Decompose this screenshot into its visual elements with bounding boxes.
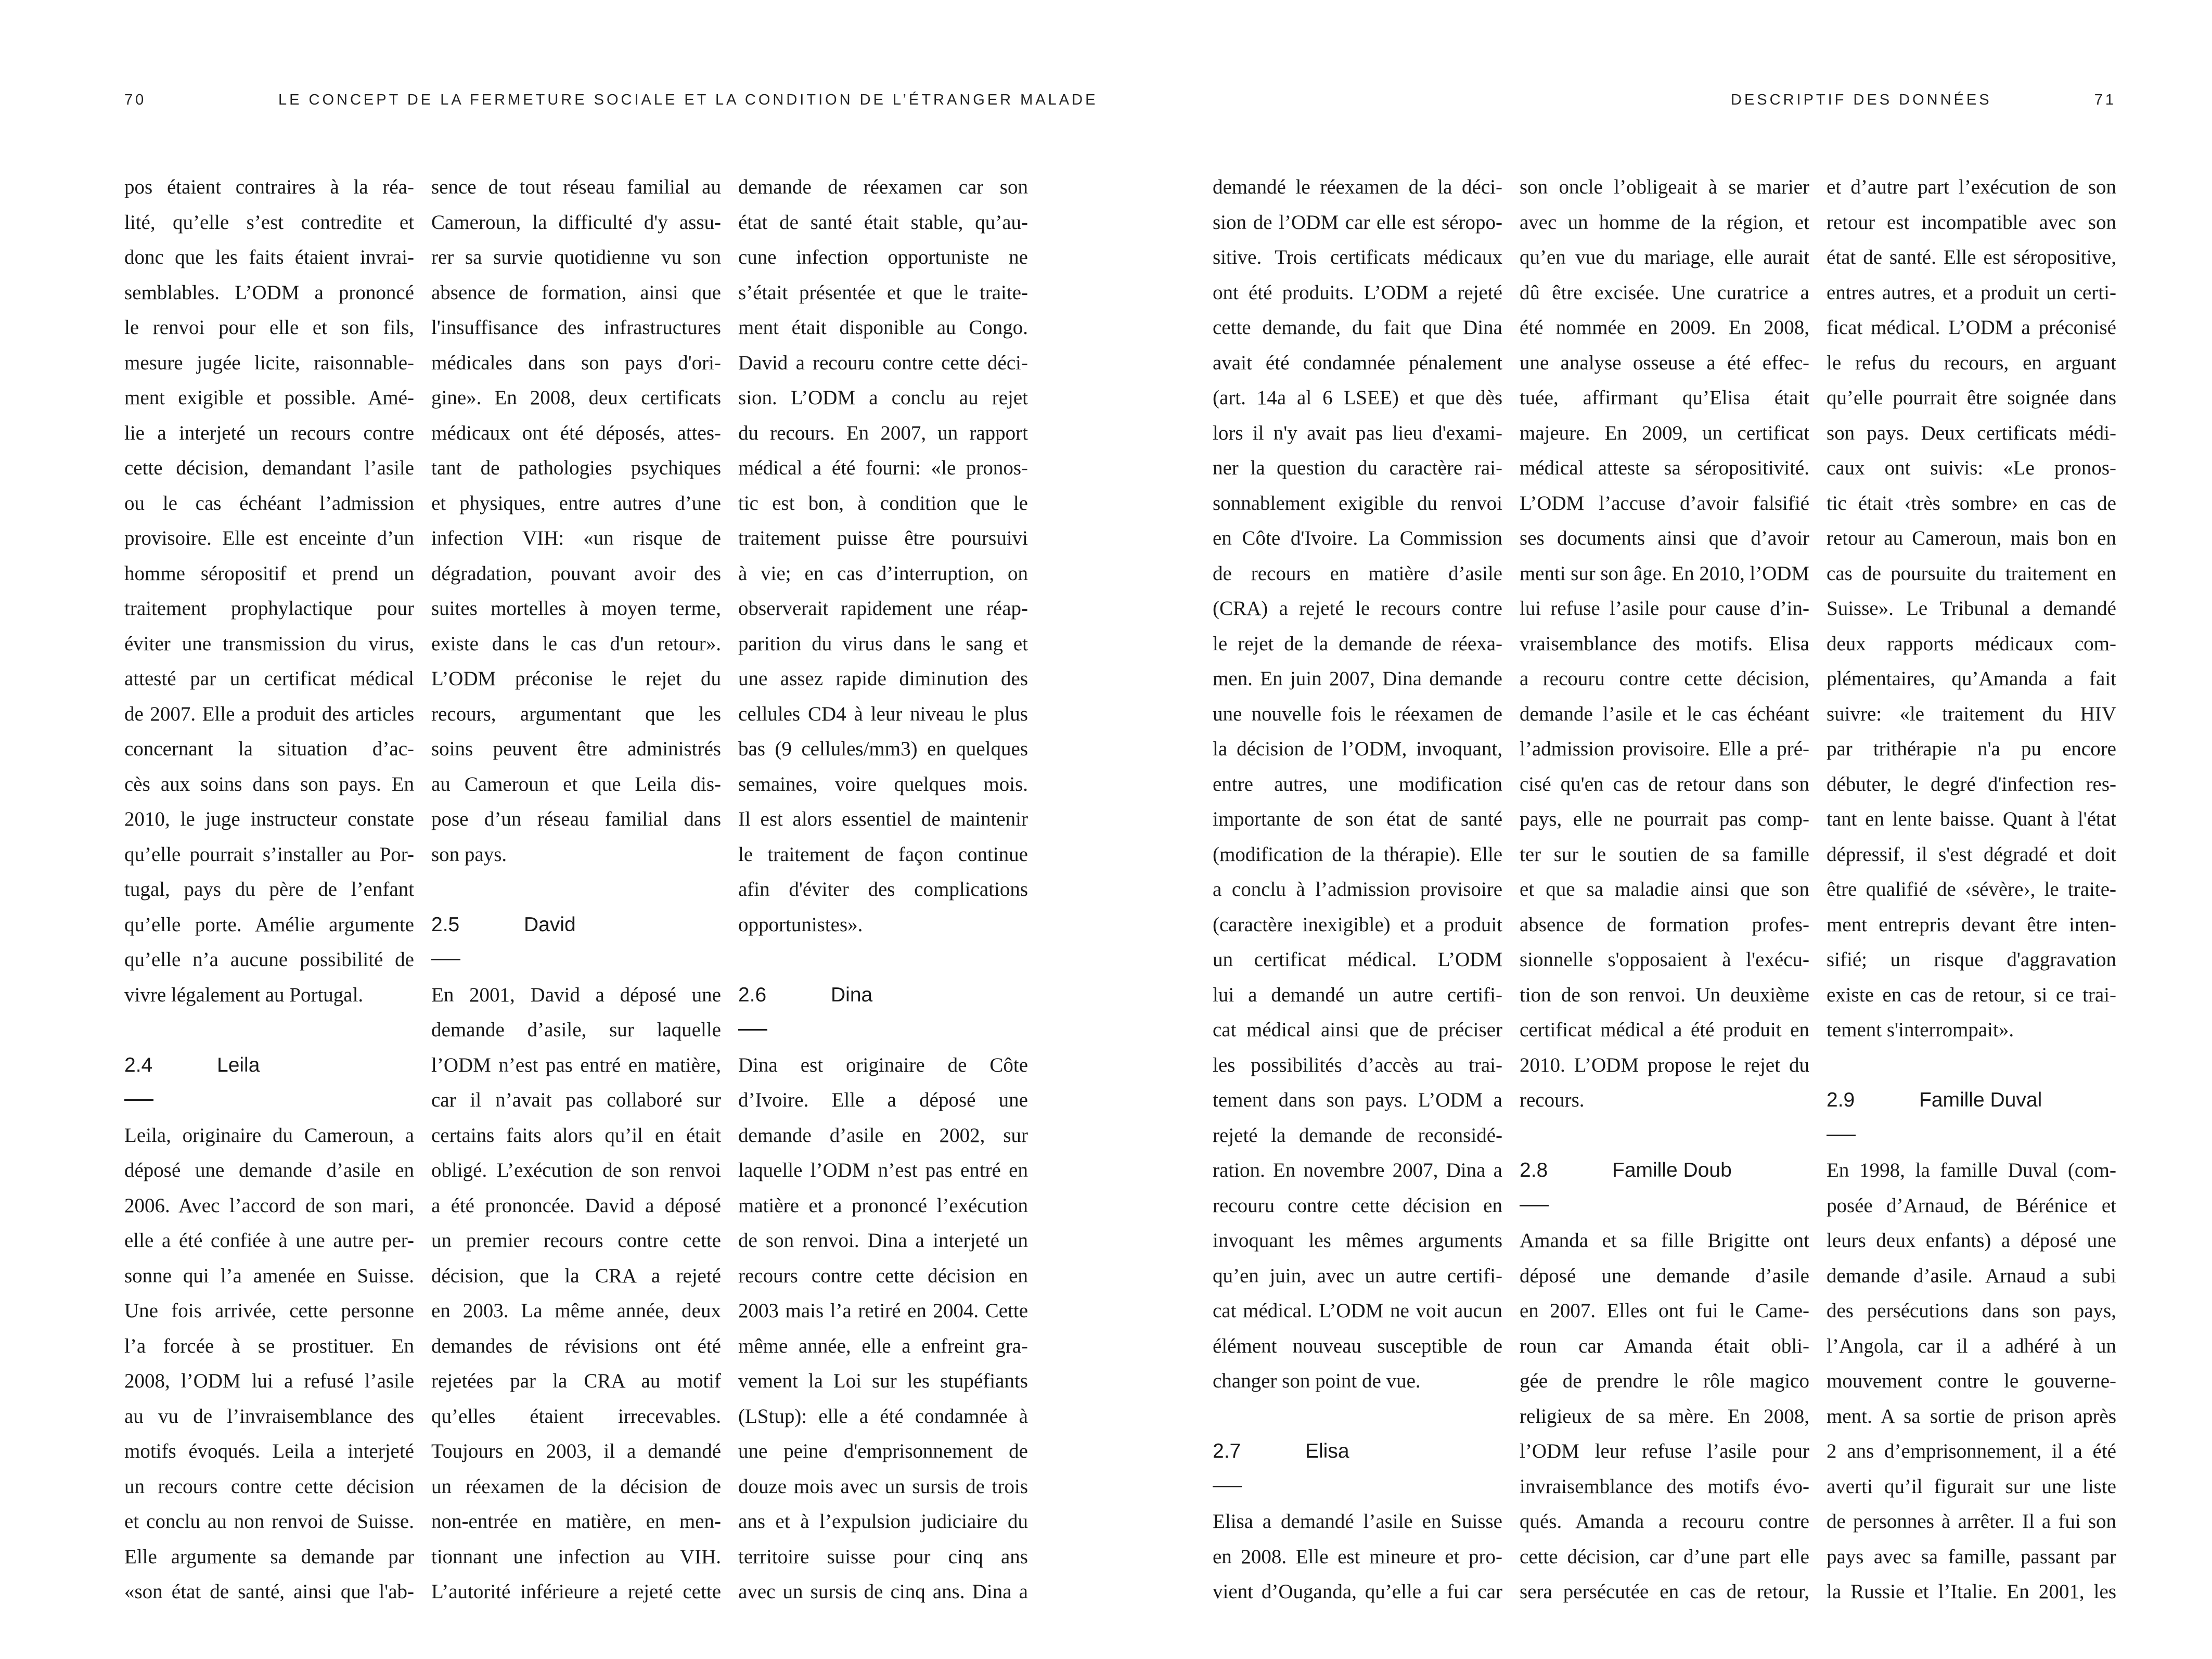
text-line: en 2008. Elle est mineure et pro- xyxy=(1213,1545,1502,1568)
paragraph xyxy=(1520,170,1809,1118)
text-line: tement s'interrompait». xyxy=(1827,1019,2014,1041)
section-title: Elisa xyxy=(1305,1440,1349,1462)
text-line: existe en cas de retour, si ce trai- xyxy=(1827,983,2116,1006)
text-line: qu’elle porte. Amélie argumente xyxy=(124,913,414,936)
text-line: posée d’Arnaud, de Bérénice et xyxy=(1827,1194,2116,1217)
text-line: mesure jugée licite, raisonnable- xyxy=(124,351,414,374)
rule-line xyxy=(124,1099,153,1101)
rule-line xyxy=(1213,1486,1242,1487)
text-line: 2003 mais l’a retiré en 2004. Cette xyxy=(738,1300,1028,1322)
text-line: motifs évoqués. Leila a interjeté xyxy=(124,1440,414,1462)
text-line: vement la Loi sur les stupéfiants xyxy=(738,1370,1028,1392)
text-line: concernant la situation d’ac- xyxy=(124,738,414,760)
text-line: sionnelle s'opposaient à l'exécu- xyxy=(1520,948,1809,971)
paragraph xyxy=(431,170,721,872)
left-page-number: 70 xyxy=(124,92,147,108)
text-line: sion. L’ODM a conclu au rejet xyxy=(738,387,1028,409)
text-line: a été prononcée. David a déposé xyxy=(431,1194,721,1217)
text-line: Suisse». Le Tribunal a demandé xyxy=(1827,597,2116,620)
rule-line xyxy=(1827,1135,1856,1136)
text-line: le renvoi pour elle et son fils, xyxy=(124,316,414,339)
text-line: l'insuffisance des infrastructures xyxy=(431,316,721,339)
text-line: semaines, voire quelques mois. xyxy=(738,773,1028,795)
text-line: traitement puisse être poursuivi xyxy=(738,527,1028,549)
text-line: observerait rapidement une réap- xyxy=(738,597,1028,620)
text-line: 2006. Avec l’accord de son mari, xyxy=(124,1194,414,1217)
text-line: donc que les faits étaient invrai- xyxy=(124,246,414,268)
text-line: ment entrepris devant être inten- xyxy=(1827,913,2116,936)
text-line: déposé une demande d’asile xyxy=(1520,1264,1809,1287)
text-line: ment était disponible au Congo. xyxy=(738,316,1028,339)
text-line: les possibilités d’accès au trai- xyxy=(1213,1053,1502,1076)
text-line: retour au Cameroun, mais bon en xyxy=(1827,527,2116,549)
text-line: et conclu au non renvoi de Suisse. xyxy=(124,1510,414,1533)
text-line: ner la question du caractère rai- xyxy=(1213,457,1502,479)
text-line: la décision de l’ODM, invoquant, xyxy=(1213,738,1502,760)
text-line: changer son point de vue. xyxy=(1213,1370,1421,1392)
paragraph xyxy=(1213,1504,1502,1610)
text-line: au vu de l’invraisemblance des xyxy=(124,1405,414,1427)
text-line: s’était présentée et que le traite- xyxy=(738,281,1028,304)
paragraph-gap xyxy=(1213,1399,1502,1434)
section-number: 2.6 xyxy=(738,983,767,1006)
text-line: existe dans le cas d'un retour». xyxy=(431,632,721,655)
text-line: tant en lente baisse. Quant à l'état xyxy=(1827,808,2116,830)
text-line: demandé le réexamen de la déci- xyxy=(1213,176,1502,198)
text-line: dû être excisée. Une curatrice a xyxy=(1520,281,1809,304)
text-line: qu’en vue du mariage, elle aurait xyxy=(1520,246,1809,268)
paragraph xyxy=(738,1048,1028,1610)
section-number: 2.5 xyxy=(431,913,460,936)
text-line: l’a forcée à se prostituer. En xyxy=(124,1334,414,1357)
section-heading xyxy=(124,1048,414,1083)
text-line: obligé. L’exécution de son renvoi xyxy=(431,1159,721,1181)
text-line: décision, que la CRA a rejeté xyxy=(431,1264,721,1287)
text-line: laquelle l’ODM n’est pas entré en xyxy=(738,1159,1028,1181)
text-line: elle a été confiée à une autre per- xyxy=(124,1229,414,1252)
text-line: (CRA) a rejeté le recours contre xyxy=(1213,597,1502,620)
section-rule xyxy=(1520,1188,1809,1224)
text-line: un premier recours contre cette xyxy=(431,1229,721,1252)
text-line: lie a interjeté un recours contre xyxy=(124,421,414,444)
text-line: cat médical ainsi que de préciser xyxy=(1213,1019,1502,1041)
text-line: ans et à l’expulsion judiciaire du xyxy=(738,1510,1028,1533)
text-line: Il est alors essentiel de maintenir xyxy=(738,808,1028,830)
text-column-6 xyxy=(1827,170,2116,1610)
text-line: son oncle l’obligeait à se marier xyxy=(1520,176,1809,198)
text-column-3 xyxy=(738,170,1028,1610)
text-line: entre autres, une modification xyxy=(1213,773,1502,795)
text-line: ment exigible et possible. Amé- xyxy=(124,387,414,409)
paragraph xyxy=(431,978,721,1610)
text-column-1 xyxy=(124,170,414,1610)
text-line: roun car Amanda était obli- xyxy=(1520,1334,1809,1357)
text-line: demandes de révisions ont été xyxy=(431,1334,721,1357)
text-line: 2010. L’ODM propose le rejet du xyxy=(1520,1053,1809,1076)
text-line: une nouvelle fois le réexamen de xyxy=(1213,702,1502,725)
text-line: leurs deux enfants) a déposé une xyxy=(1827,1229,2116,1252)
text-line: L’ODM préconise le rejet du xyxy=(431,667,721,690)
text-line: l’Angola, car il a adhéré à un xyxy=(1827,1334,2116,1357)
text-line: de son renvoi. Dina a interjeté un xyxy=(738,1229,1028,1252)
text-line: demande de réexamen car son xyxy=(738,176,1028,198)
text-line: tion de son renvoi. Un deuxième xyxy=(1520,983,1809,1006)
text-line: Amanda et sa fille Brigitte ont xyxy=(1520,1229,1809,1252)
section-title: Famille Doub xyxy=(1612,1159,1732,1181)
text-line: vivre légalement au Portugal. xyxy=(124,983,364,1006)
text-line: médicaux ont été déposés, attes- xyxy=(431,421,721,444)
text-line: traitement prophylactique pour xyxy=(124,597,414,620)
text-line: un recours contre cette décision xyxy=(124,1475,414,1498)
text-line: d’Ivoire. Elle a déposé une xyxy=(738,1089,1028,1111)
paragraph xyxy=(1520,1223,1809,1610)
text-line: de recours en matière d’asile xyxy=(1213,562,1502,585)
text-line: éviter une transmission du virus, xyxy=(124,632,414,655)
text-line: absence de formation profes- xyxy=(1520,913,1809,936)
text-line: sera persécutée en cas de retour, xyxy=(1520,1580,1809,1603)
section-heading xyxy=(1520,1153,1809,1188)
text-line: absence de formation, ainsi que xyxy=(431,281,721,304)
text-line: parition du virus dans le sang et xyxy=(738,632,1028,655)
text-line: importante de son état de santé xyxy=(1213,808,1502,830)
text-line: sonne qui l’a amenée en Suisse. xyxy=(124,1264,414,1287)
text-line: tic était ‹très sombre› en cas de xyxy=(1827,492,2116,515)
text-line: état de santé. Elle est séropositive, xyxy=(1827,246,2116,268)
text-line: L’ODM l’accuse d’avoir falsifié xyxy=(1520,492,1809,515)
text-line: attesté par un certificat médical xyxy=(124,667,414,690)
text-line: Cameroun, la difficulté d'y assu- xyxy=(431,211,721,234)
text-line: «son état de santé, ainsi que l'ab- xyxy=(124,1580,414,1603)
text-line: qu’elles étaient irrecevables. xyxy=(431,1405,721,1427)
text-line: cellules CD4 à leur niveau le plus xyxy=(738,702,1028,725)
text-line: majeure. En 2009, un certificat xyxy=(1520,421,1809,444)
text-line: médicales dans son pays d'ori- xyxy=(431,351,721,374)
text-line: gine». En 2008, deux certificats xyxy=(431,387,721,409)
text-line: car il n’avait pas collaboré sur xyxy=(431,1089,721,1111)
text-line: ses documents ainsi que d’avoir xyxy=(1520,527,1809,549)
text-line: Elisa a demandé l’asile en Suisse xyxy=(1213,1510,1502,1533)
text-line: recours, argumentant que les xyxy=(431,702,721,725)
text-line: homme séropositif et prend un xyxy=(124,562,414,585)
text-line: l’admission provisoire. Elle a pré- xyxy=(1520,738,1809,760)
text-line: semblables. L’ODM a prononcé xyxy=(124,281,414,304)
text-line: pays avec sa famille, passant par xyxy=(1827,1545,2116,1568)
text-line: tugal, pays du père de l’enfant xyxy=(124,878,414,901)
text-line: (caractère inexigible) et a produit xyxy=(1213,913,1502,936)
text-line: l’ODM leur refuse l’asile pour xyxy=(1520,1440,1809,1462)
text-line: avec un sursis de cinq ans. Dina a xyxy=(738,1580,1028,1603)
text-line: afin d'éviter des complications xyxy=(738,878,1028,901)
text-line: le rejet de la demande de réexa- xyxy=(1213,632,1502,655)
text-line: un réexamen de la décision de xyxy=(431,1475,721,1498)
text-line: cas de poursuite du traitement en xyxy=(1827,562,2116,585)
text-line: ration. En novembre 2007, Dina a xyxy=(1213,1159,1502,1181)
paragraph xyxy=(1827,1153,2116,1610)
text-line: en Côte d'Ivoire. La Commission xyxy=(1213,527,1502,549)
text-line: vient d’Ouganda, qu’elle a fui car xyxy=(1213,1580,1502,1603)
text-line: tement dans son pays. L’ODM a xyxy=(1213,1089,1502,1111)
section-rule xyxy=(431,942,721,978)
text-line: invoquant les mêmes arguments xyxy=(1213,1229,1502,1252)
text-line: pays, elle ne pourrait pas comp- xyxy=(1520,808,1809,830)
text-line: tant de pathologies psychiques xyxy=(431,457,721,479)
text-line: matière et a prononcé l’exécution xyxy=(738,1194,1028,1217)
text-line: en 2007. Elles ont fui le Came- xyxy=(1520,1300,1809,1322)
text-line: demande d’asile, sur laquelle xyxy=(431,1019,721,1041)
text-line: a recouru contre cette décision, xyxy=(1520,667,1809,690)
text-line: sitive. Trois certificats médicaux xyxy=(1213,246,1502,268)
text-line: retour est incompatible avec son xyxy=(1827,211,2116,234)
text-line: lui refuse l’asile pour cause d’in- xyxy=(1520,597,1809,620)
text-line: été nommée en 2009. En 2008, xyxy=(1520,316,1809,339)
text-line: élément nouveau susceptible de xyxy=(1213,1334,1502,1357)
text-line: en 2003. La même année, deux xyxy=(431,1300,721,1322)
text-column-2 xyxy=(431,170,721,1610)
text-line: dégradation, pouvant avoir des xyxy=(431,562,721,585)
text-line: suites mortelles à moyen terme, xyxy=(431,597,721,620)
text-line: Leila, originaire du Cameroun, a xyxy=(124,1124,414,1147)
paragraph xyxy=(124,1118,414,1610)
text-line: menti sur son âge. En 2010, l’ODM xyxy=(1520,562,1809,585)
text-line: à vie; en cas d’interruption, on xyxy=(738,562,1028,585)
text-line: En 1998, la famille Duval (com- xyxy=(1827,1159,2116,1181)
text-line: ont été produits. L’ODM a rejeté xyxy=(1213,281,1502,304)
text-line: la Russie et l’Italie. En 2001, les xyxy=(1827,1580,2116,1603)
text-line: de personnes à arrêter. Il a fui son xyxy=(1827,1510,2116,1533)
section-number: 2.8 xyxy=(1520,1159,1548,1181)
text-line: tionnant une infection au VIH. xyxy=(431,1545,721,1568)
text-line: être qualifié de ‹sévère›, le traite- xyxy=(1827,878,2116,901)
text-line: Elle argumente sa demande par xyxy=(124,1545,414,1568)
text-line: cat médical. L’ODM ne voit aucun xyxy=(1213,1300,1502,1322)
paragraph-gap xyxy=(1520,1118,1809,1153)
text-line: tic est bon, à condition que le xyxy=(738,492,1028,515)
paragraph-gap xyxy=(738,942,1028,978)
text-line: cès aux soins dans son pays. En xyxy=(124,773,414,795)
text-line: tuée, affirmant qu’Elisa était xyxy=(1520,387,1809,409)
section-number: 2.9 xyxy=(1827,1089,1855,1111)
section-rule xyxy=(1213,1469,1502,1504)
text-line: le traitement de façon continue xyxy=(738,843,1028,866)
section-title: Dina xyxy=(831,983,873,1006)
left-running-title: LE CONCEPT DE LA FERMETURE SOCIALE ET LA CONDITION DE L’ÉTRANGER MALADE xyxy=(278,92,1098,108)
text-line: du recours. En 2007, un rapport xyxy=(738,421,1028,444)
text-line: (modification de la thérapie). Elle xyxy=(1213,843,1502,866)
text-line: qu’elle pourrait s’installer au Por- xyxy=(124,843,414,866)
text-line: sence de tout réseau familial au xyxy=(431,176,721,198)
text-line: rer sa survie quotidienne vu son xyxy=(431,246,721,268)
text-line: son pays. xyxy=(431,843,507,866)
text-line: débuter, le degré d'infection res- xyxy=(1827,773,2116,795)
paragraph xyxy=(124,170,414,1012)
text-line: infection VIH: «un risque de xyxy=(431,527,721,549)
rule-line xyxy=(1520,1205,1549,1206)
paragraph xyxy=(1827,170,2116,1048)
text-line: état de santé était stable, qu’au- xyxy=(738,211,1028,234)
text-line: (LStup): elle a été condamnée à xyxy=(738,1405,1028,1427)
text-line: et physiques, entre autres d’une xyxy=(431,492,721,515)
text-line: lui a demandé un autre certifi- xyxy=(1213,983,1502,1006)
text-line: L’autorité inférieure a rejeté cette xyxy=(431,1580,721,1603)
paragraph-gap xyxy=(431,872,721,907)
text-line: recours. xyxy=(1520,1089,1585,1111)
text-line: même année, elle a enfreint gra- xyxy=(738,1334,1028,1357)
text-line: une analyse osseuse a été effec- xyxy=(1520,351,1809,374)
text-line: demande l’asile et le cas échéant xyxy=(1520,702,1809,725)
section-rule xyxy=(738,1012,1028,1048)
section-rule xyxy=(1827,1118,2116,1153)
section-title: Famille Duval xyxy=(1919,1089,2042,1111)
right-running-title: DESCRIPTIF DES DONNÉES xyxy=(1731,92,1992,108)
text-line: vraisemblance des motifs. Elisa xyxy=(1520,632,1809,655)
text-line: demande d’asile en 2002, sur xyxy=(738,1124,1028,1147)
text-line: des persécutions dans son pays, xyxy=(1827,1300,2116,1322)
text-line: non-entrée en matière, en men- xyxy=(431,1510,721,1533)
text-line: certains faits alors qu’il en était xyxy=(431,1124,721,1147)
section-number: 2.4 xyxy=(124,1053,153,1076)
text-line: cette décision, demandant l’asile xyxy=(124,457,414,479)
text-line: bas (9 cellules/mm3) en quelques xyxy=(738,738,1028,760)
text-line: et que sa maladie ainsi que son xyxy=(1520,878,1809,901)
text-line: 2008, l’ODM lui a refusé l’asile xyxy=(124,1370,414,1392)
text-line: pose d’un réseau familial dans xyxy=(431,808,721,830)
paragraph xyxy=(738,170,1028,942)
section-title: Leila xyxy=(217,1053,260,1076)
text-line: Toujours en 2003, il a demandé xyxy=(431,1440,721,1462)
text-line: l’ODM n’est pas entré en matière, xyxy=(431,1053,721,1076)
text-column-4 xyxy=(1213,170,1502,1610)
text-line: sion de l’ODM car elle est séropo- xyxy=(1213,211,1502,234)
text-line: ment. A sa sortie de prison après xyxy=(1827,1405,2116,1427)
text-line: douze mois avec un sursis de trois xyxy=(738,1475,1028,1498)
text-line: ou le cas échéant l’admission xyxy=(124,492,414,515)
text-line: médical a été fourni: «le pronos- xyxy=(738,457,1028,479)
text-line: de 2007. Elle a produit des articles xyxy=(124,702,414,725)
text-line: men. En juin 2007, Dina demande xyxy=(1213,667,1502,690)
text-line: rejeté la demande de reconsidé- xyxy=(1213,1124,1502,1147)
text-line: qués. Amanda a recouru contre xyxy=(1520,1510,1809,1533)
text-line: lors il n'y avait pas lieu d'exami- xyxy=(1213,421,1502,444)
text-line: par trithérapie n'a pu encore xyxy=(1827,738,2116,760)
paragraph-gap xyxy=(1827,1048,2116,1083)
section-title: David xyxy=(524,913,576,936)
text-line: suivre: «le traitement du HIV xyxy=(1827,702,2116,725)
text-line: cette décision, car d’une part elle xyxy=(1520,1545,1809,1568)
text-line: sonnablement exigible du renvoi xyxy=(1213,492,1502,515)
text-line: qu’en juin, avec un autre certifi- xyxy=(1213,1264,1502,1287)
text-line: deux rapports médicaux com- xyxy=(1827,632,2116,655)
text-line: David a recouru contre cette déci- xyxy=(738,351,1028,374)
text-column-5 xyxy=(1520,170,1809,1610)
text-line: avait été condamnée pénalement xyxy=(1213,351,1502,374)
text-line: 2010, le juge instructeur constate xyxy=(124,808,414,830)
text-line: une assez rapide diminution des xyxy=(738,667,1028,690)
section-heading xyxy=(738,978,1028,1013)
text-line: sifié; un risque d'aggravation xyxy=(1827,948,2116,971)
text-line: cisé qu'en cas de retour dans son xyxy=(1520,773,1809,795)
text-line: caux ont suivis: «Le pronos- xyxy=(1827,457,2116,479)
text-line: En 2001, David a déposé une xyxy=(431,983,721,1006)
text-line: recours contre cette décision en xyxy=(738,1264,1028,1287)
section-number: 2.7 xyxy=(1213,1440,1241,1462)
section-heading xyxy=(431,907,721,943)
text-line: déposé une demande d’asile en xyxy=(124,1159,414,1181)
rule-line xyxy=(431,959,460,960)
text-line: religieux de sa mère. En 2008, xyxy=(1520,1405,1809,1427)
text-line: cette demande, du fait que Dina xyxy=(1213,316,1502,339)
text-line: qu’elle n’a aucune possibilité de xyxy=(124,948,414,971)
text-line: territoire suisse pour cinq ans xyxy=(738,1545,1028,1568)
text-line: Une fois arrivée, cette personne xyxy=(124,1300,414,1322)
text-line: provisoire. Elle est enceinte d’un xyxy=(124,527,414,549)
text-line: (art. 14a al 6 LSEE) et que dès xyxy=(1213,387,1502,409)
right-page-number: 71 xyxy=(2094,92,2116,108)
text-line: le refus du recours, en arguant xyxy=(1827,351,2116,374)
text-line: entres autres, et a produit un certi- xyxy=(1827,281,2116,304)
text-line: 2 ans d’emprisonnement, il a été xyxy=(1827,1440,2116,1462)
text-line: Dina est originaire de Côte xyxy=(738,1053,1028,1076)
text-line: ter sur le soutien de sa famille xyxy=(1520,843,1809,866)
text-line: qu’elle pourrait être soignée dans xyxy=(1827,387,2116,409)
section-rule xyxy=(124,1083,414,1118)
text-line: cune infection opportuniste ne xyxy=(738,246,1028,268)
text-line: certificat médical a été produit en xyxy=(1520,1019,1809,1041)
text-line: opportunistes». xyxy=(738,913,863,936)
text-line: recouru contre cette décision en xyxy=(1213,1194,1502,1217)
rule-line xyxy=(738,1029,767,1031)
text-line: averti qu’il figurait sur une liste xyxy=(1827,1475,2116,1498)
text-line: et d’autre part l’exécution de son xyxy=(1827,176,2116,198)
text-line: a conclu à l’admission provisoire xyxy=(1213,878,1502,901)
text-line: son pays. Deux certificats médi- xyxy=(1827,421,2116,444)
text-line: plémentaires, qu’Amanda a fait xyxy=(1827,667,2116,690)
section-heading xyxy=(1213,1434,1502,1469)
text-line: pos étaient contraires à la réa- xyxy=(124,176,414,198)
section-heading xyxy=(1827,1083,2116,1118)
text-line: rejetées par la CRA au motif xyxy=(431,1370,721,1392)
text-line: mouvement contre le gouverne- xyxy=(1827,1370,2116,1392)
text-line: ficat médical. L’ODM a préconisé xyxy=(1827,316,2116,339)
text-line: demande d’asile. Arnaud a subi xyxy=(1827,1264,2116,1287)
text-line: gée de prendre le rôle magico xyxy=(1520,1370,1809,1392)
paragraph xyxy=(1213,170,1502,1399)
text-line: lité, qu’elle s’est contredite et xyxy=(124,211,414,234)
text-line: médical atteste sa séropositivité. xyxy=(1520,457,1809,479)
text-line: invraisemblance des motifs évo- xyxy=(1520,1475,1809,1498)
text-line: avec un homme de la région, et xyxy=(1520,211,1809,234)
text-line: un certificat médical. L’ODM xyxy=(1213,948,1502,971)
text-line: soins peuvent être administrés xyxy=(431,738,721,760)
text-line: au Cameroun et que Leila dis- xyxy=(431,773,721,795)
text-line: dépressif, il s'est dégradé et doit xyxy=(1827,843,2116,866)
paragraph-gap xyxy=(124,1012,414,1048)
text-line: une peine d'emprisonnement de xyxy=(738,1440,1028,1462)
